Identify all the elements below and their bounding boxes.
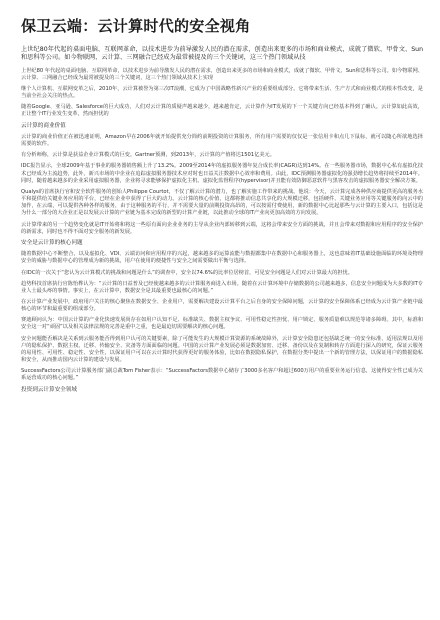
paragraph: 随着Google、亚马逊、Salesforce的巨大成功，人们对云计算的质疑声越来越少，越来越肯定，云计算作为IT发展的下一个关键方向已经基本得到了确认。云计算如此高效，正让整个IT行业发生变革，然而担忧的	[21, 104, 423, 118]
paragraph: 安全问题能否解决是关系到云服务能否得到用户认可的关键要素，除了可能发生的大规模计算资源的系统故障外，云计算安全隐患还包括缺乏统一的安全标准、适用法规以及用户的隐私保护、数据主权、迁移、传输安全、灾备等方面面临的问题。中国的云计算产业发展必须是数据加密、迁移、备份以及在复制和转存方面进行深入的研究，保证云服务的易用性、可用性、稳定性、安全性，以保证用户可以在云计算时代获得更好的服务体验，比如在数据隐私保护，在数据分类中提出一个新的管理方法，以保证用户的数据隐私和安全，从而推动国内云计算的建设与发展。	[21, 335, 423, 364]
paragraph: IDC报告显示，全球2009年基于事业的服务器销售额上升了13.2%。2009至2014年的虚拟服务器年复合成长率(CAGR)达到14%。在一些服务器市场，数据中心私有虚拟化技术已经成为主流趋势，此外，新兴市场的中企业在追踪虚拟服务器技术应对时也日益关注数据中心效率和费用。由此，IDC预测服务器虚拟化的强劲增长趋势将持续至2014年。同时，随着越来越多的企业采用虚拟服务器，企业将寻求能够保护虚拟化主机、虚拟化监督程序(hypervisor)并且能有效防御恶意软件与黑客攻击的虚拟服务器安全解决方案。	[21, 163, 423, 184]
paragraph: 随着数据中心不断整合，以及虚拟化、VDI、云端访问和应用程序的兴起，越来越多的运算流能与数据都集中在数据中心和服务器上，这也意味着IT基础设施面临的环境及物理安全的威胁与数据中心的管理成为新的挑战，用户在使用的便捷性与安全之间需要做出平衡与选择。	[21, 251, 423, 265]
paragraph: 有分析师称，云计算是获益企业计算模式的巨变。Gartner预测，到2013年，云计算的产值将达1501亿美元。	[21, 152, 275, 159]
paragraph: 在云计算产业发展中，政府用户关注的核心聚焦在数据安全、企业用户，需要解决建设云计算平台之后自身的安全保障问题，云计算的安全保障体系已经成为云计算产业链中最核心的环节和最重要的组成部分。	[21, 299, 423, 313]
section-heading: 云计算的商业价值	[21, 122, 66, 129]
paragraph: 在IDC的一次关于“您认为云计算模式的挑战和问题是什么”的调查中，安全以74.6%的比率位居榜首，可见安全问题是人们对云计算最大的担忧。	[21, 269, 353, 276]
section-heading: 安全是云计算的核心问题	[21, 239, 83, 246]
paragraph: 上世纪80年代起的桌面电脑、互联网革命，以技术进步为前导激发人民的潜在需求，创造出来更多的市场和商业模式，成就了微软、甲骨文、Sun和思科等公司。如今物联网、云计算、三网融合已经成为最常被提及的三个关键词，这三个热门领域从技	[21, 46, 423, 62]
page-title: 保卫云端：云计算时代的安全视角	[21, 17, 251, 35]
paragraph: 云计算带来的另一个趋势变化就是IT开始将和将这一些原有面向企业业务的主导从企业内部转移到云端，这将会带来安全方面的挑战，并且会带来对数据和应用程序的安全保护的新需求，同时也不得不面对安全服务的新发展。	[21, 221, 423, 235]
paragraph: Qualys的首席执行官和安全软件服务的创始人Philippe Courtot，不仅了解云计算的潜力，也了解实施工作带来的挑战。他说：今天，云计算完成各种供应商提供更高的服务水平和提供给关键业务应用的平台，已经在企业中获得了巨大的动力。云计算的核心价值，这都将推动信息共享化的大规模迁移，包括硬件、关键业务应用等关键服务的向云中的加作，在云端，可以提供各种各样的服务，由于这种服务的平行，并不需要大量的前期投资高昂的，可以按需付费使用，新的数据中心比起那些与云计算的主要入口，包括这是为什么一部分的大企业正是以发展云计算的产业链为基本完成的新型的计算产业链，以此推动全球的IT产业向更加高效的方向发展。	[21, 188, 423, 217]
section-heading: 投资到云计算安全领域	[21, 386, 77, 393]
article-body	[21, 46, 423, 398]
paragraph: 继个人计算机、互联网变革之后，2010年，云计算被誉为第三次IT浪潮，它成为了中国战略性新兴产业的重要组成部分。它将带来生活、生产方式和商业模式的根本性改变，是当前全社会关注的热点。	[21, 85, 423, 100]
paragraph: 趋势科技首席执行官陈怡桦认为：“云计算的日益普及已经使越来越多的云计算服务商进入市场。随着在云计算环境中存储数据的公司越来越多，信息安全问题成为大多数的IT专业人士最头疼的事情。事实上，在云计算中，数据安全是其最重要也最核心的问题。”	[21, 280, 423, 294]
paragraph: 云计算的商业价值正在被迅速证明，Amazon早在2006年就开始提供充分简约前期投资的计算服务，所有用户需要的仅仅是一张信用卡和点几下鼠标，就可以随心所欲地选择需要的软件。	[21, 133, 423, 148]
paragraph: 赛迪顾问认为：中国云计算的产业化快速发展尚存在如用户认知不足、标准缺失、数据主权争议、可用性稳定性担忧、用户锁定、服务质量难以规范等诸多障碍。其中，标准和安全这一对“顽固”以及相关法律法规的完善是重中之重，也是最迫切需要解决的核心问题。	[21, 317, 423, 331]
paragraph: 上世纪80 年代起的桌面电脑、互联网革命，以技术进步为前导激发人民的潜在需求，创造出来更多的市场和商业模式，成就了微软、甲骨文、Sun和思科等公司。如今物联网、云计算、三网融合已经成为最常被提及的三个关键词，这三个热门领域从技术上实现	[21, 67, 423, 81]
paragraph: SuccessFactors公司云计算服务部门副总裁Tom Fisher表示：“SuccessFactors数据中心储存了3000多名客户和超过600万用户的重要业务运行信息，这使得安全性已成为关系运营成功的核心问题。”	[21, 368, 423, 382]
